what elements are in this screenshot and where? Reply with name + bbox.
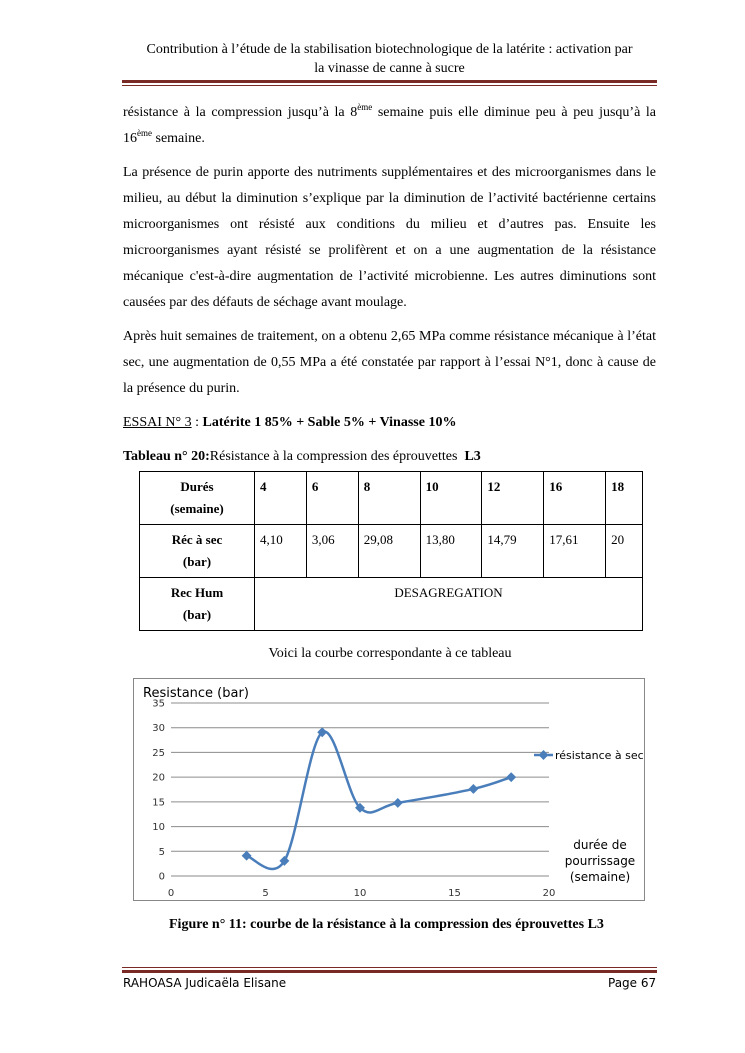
chart-intro: Voici la courbe correspondante à ce tableau [268,646,512,661]
figure-caption: Figure n° 11: courbe de la résistance à la compression des éprouvettes L3 [169,917,604,932]
y-tick-label: 20 [152,772,165,784]
y-tick-label: 0 [158,871,165,883]
header-rule-thin [122,85,657,86]
legend-label: résistance à sec [555,749,644,762]
dry-value-cell: 4,10 [255,525,307,578]
paragraph-1 [123,100,656,152]
row-header-dry-label: Réc à sec [171,532,223,547]
chart-frame [133,678,645,901]
y-tick-label: 25 [152,747,165,759]
legend-marker [539,750,549,760]
body-text [123,100,656,478]
row-header-wet-unit: (bar) [182,607,212,622]
y-tick-label: 5 [158,846,165,858]
x-tick-label: 0 [167,888,175,899]
row-header-weeks-label: Durés [180,479,214,494]
paragraph-2: La présence de purin apporte des nutriments supplémentaires et des microorganismes dans le milieu, au début la diminution s’explique par la diminution de l’activité bactérienne certains microorganismes ont résisté aux conditions du milieu et d’autres pas. Ensuite les microorganismes ayant résisté se prolifèrent et on a une augmentation de la résistance mécanique c'est-à-dire augmentation de l’activité microbienne. Les autres diminutions sont causées par des défauts de séchage avant moulage. [123,165,656,310]
x-axis-title-line: durée de [573,838,627,852]
p1-superscript-2: ème [137,128,152,138]
dry-value-cell: 14,79 [482,525,544,578]
running-header [122,40,657,78]
footer-rule-thick [122,970,657,973]
dry-value-cell: 13,80 [420,525,482,578]
table-row-dry [140,525,643,578]
dry-value-cell: 29,08 [358,525,420,578]
data-point-marker [468,784,478,794]
footer-author: RAHOASA Judicaëla Elisane [123,976,287,990]
week-cell: 4 [255,472,307,525]
resistance-chart [134,679,644,900]
table-title-sample: L3 [464,449,481,464]
header-rule-thick [122,80,657,83]
row-header-wet-label: Rec Hum [170,585,224,600]
essai-composition: Latérite 1 85% + Sable 5% + Vinasse 10% [202,415,457,430]
week-cell: 18 [606,472,643,525]
y-tick-label: 15 [152,797,165,809]
x-tick-label: 10 [353,888,367,899]
p1-part-a: résistance à la compression jusqu’à la 8 [123,105,358,120]
table-title-text: Résistance à la compression des éprouvettes [209,449,465,464]
x-tick-label: 5 [262,888,269,899]
table-title-number: Tableau n° 20: [123,449,210,464]
paragraph-3: Après huit semaines de traitement, on a obtenu 2,65 MPa comme résistance mécanique à l’état sec, une augmentation de 0,55 MPa a été constatée par rapport à l’essai N°1, donc à cause de la présence du purin. [123,329,656,396]
dry-value-cell: 20 [606,525,643,578]
row-header-wet [140,578,255,631]
table-title [123,444,656,470]
p1-part-b: semaine puis elle diminue peu à peu jusqu’à la 16 [123,105,656,146]
week-cell: 6 [306,472,358,525]
y-tick-label: 30 [152,723,165,735]
p1-part-c: semaine. [152,131,205,146]
week-cell: 10 [420,472,482,525]
y-tick-label: 35 [152,698,165,710]
dry-value-cell: 17,61 [544,525,606,578]
data-point-marker [242,851,252,861]
week-cell: 16 [544,472,606,525]
essai-separator: : [191,415,203,430]
row-header-dry-unit: (bar) [182,554,212,569]
wet-value-cell: DESAGREGATION [255,578,643,631]
x-tick-label: 15 [448,888,461,899]
dry-value-cell: 3,06 [306,525,358,578]
row-header-weeks [140,472,255,525]
footer-rule-thin [122,967,657,968]
p1-superscript-1: ème [357,102,373,112]
footer-page-number: Page 67 [608,976,657,990]
header-line-1: Contribution à l’étude de la stabilisation biotechnologique de la latérite : activation par [146,42,633,57]
table-row-wet [140,578,643,631]
y-axis-title: Resistance (bar) [143,686,249,701]
data-table [139,471,643,631]
essai-heading [123,410,656,436]
header-line-2: la vinasse de canne à sucre [314,61,465,76]
y-tick-label: 10 [152,822,165,834]
table-row-weeks [140,472,643,525]
data-point-marker [393,798,403,808]
essai-label: ESSAI N° 3 [123,415,192,430]
data-point-marker [506,772,516,782]
x-axis-title-line: pourrissage [564,854,636,868]
x-axis-title-line: (semaine) [569,870,631,884]
week-cell: 8 [358,472,420,525]
week-cell: 12 [482,472,544,525]
x-tick-label: 20 [542,888,556,899]
row-header-weeks-unit: (semaine) [170,501,224,516]
row-header-dry [140,525,255,578]
